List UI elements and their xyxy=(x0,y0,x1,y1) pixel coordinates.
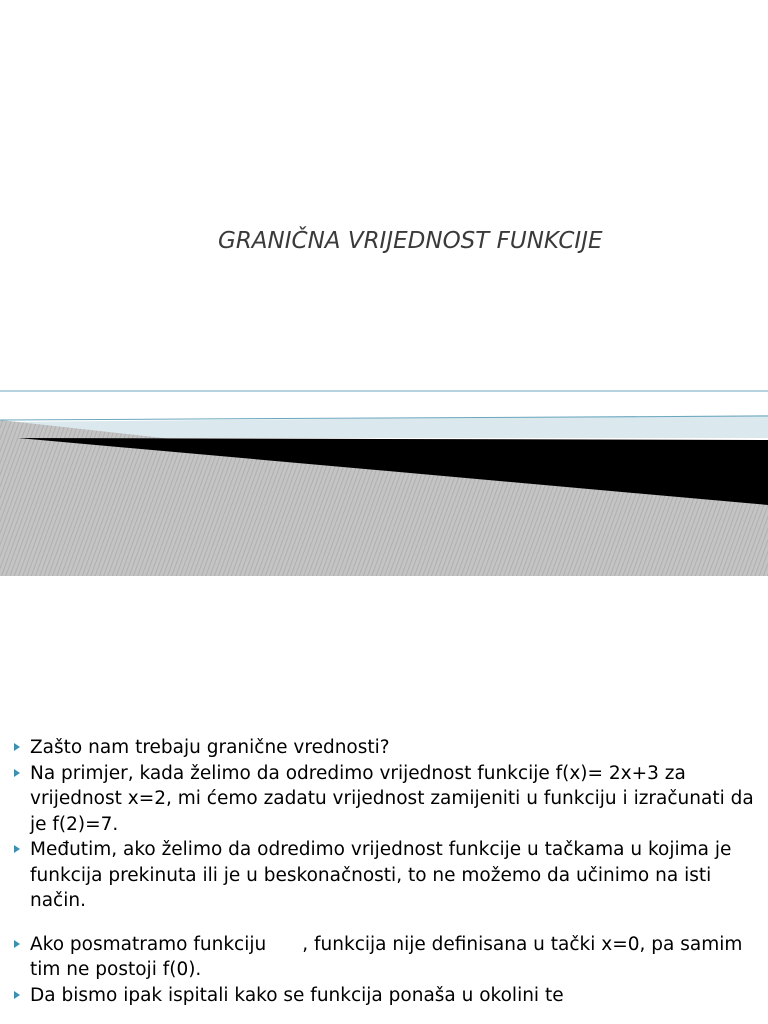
slide-content xyxy=(14,735,754,1008)
decorative-band xyxy=(0,380,768,580)
paragraph-gap xyxy=(14,914,754,932)
list-item: Međutim, ako želimo da odredimo vrijednost funkcije u tačkama u kojima je funkcija prekinuta ili je u beskonačnosti, to ne možemo da učinimo na isti način. xyxy=(14,837,754,914)
bullet-arrow-icon xyxy=(14,845,20,853)
slide-title: GRANIČNA VRIJEDNOST FUNKCIJE xyxy=(218,228,603,254)
bullet-arrow-icon xyxy=(14,743,20,751)
list-item: Na primjer, kada želimo da odredimo vrijednost funkcije f(x)= 2x+3 za vrijednost x=2, mi ćemo zadatu vrijednost zamijeniti u funkciju i izračunati da je f(2)=7. xyxy=(14,761,754,838)
list-item: Ako posmatramo funkciju , funkcija nije definisana u tački x=0, pa samim tim ne postoji f(0). xyxy=(14,932,754,983)
list-item: Da bismo ipak ispitali kako se funkcija ponaša u okolini te xyxy=(14,983,754,1009)
bullet-arrow-icon xyxy=(14,940,20,948)
list-item: Zašto nam trebaju granične vrednosti? xyxy=(14,735,754,761)
bullet-arrow-icon xyxy=(14,769,20,777)
bullet-arrow-icon xyxy=(14,991,20,999)
